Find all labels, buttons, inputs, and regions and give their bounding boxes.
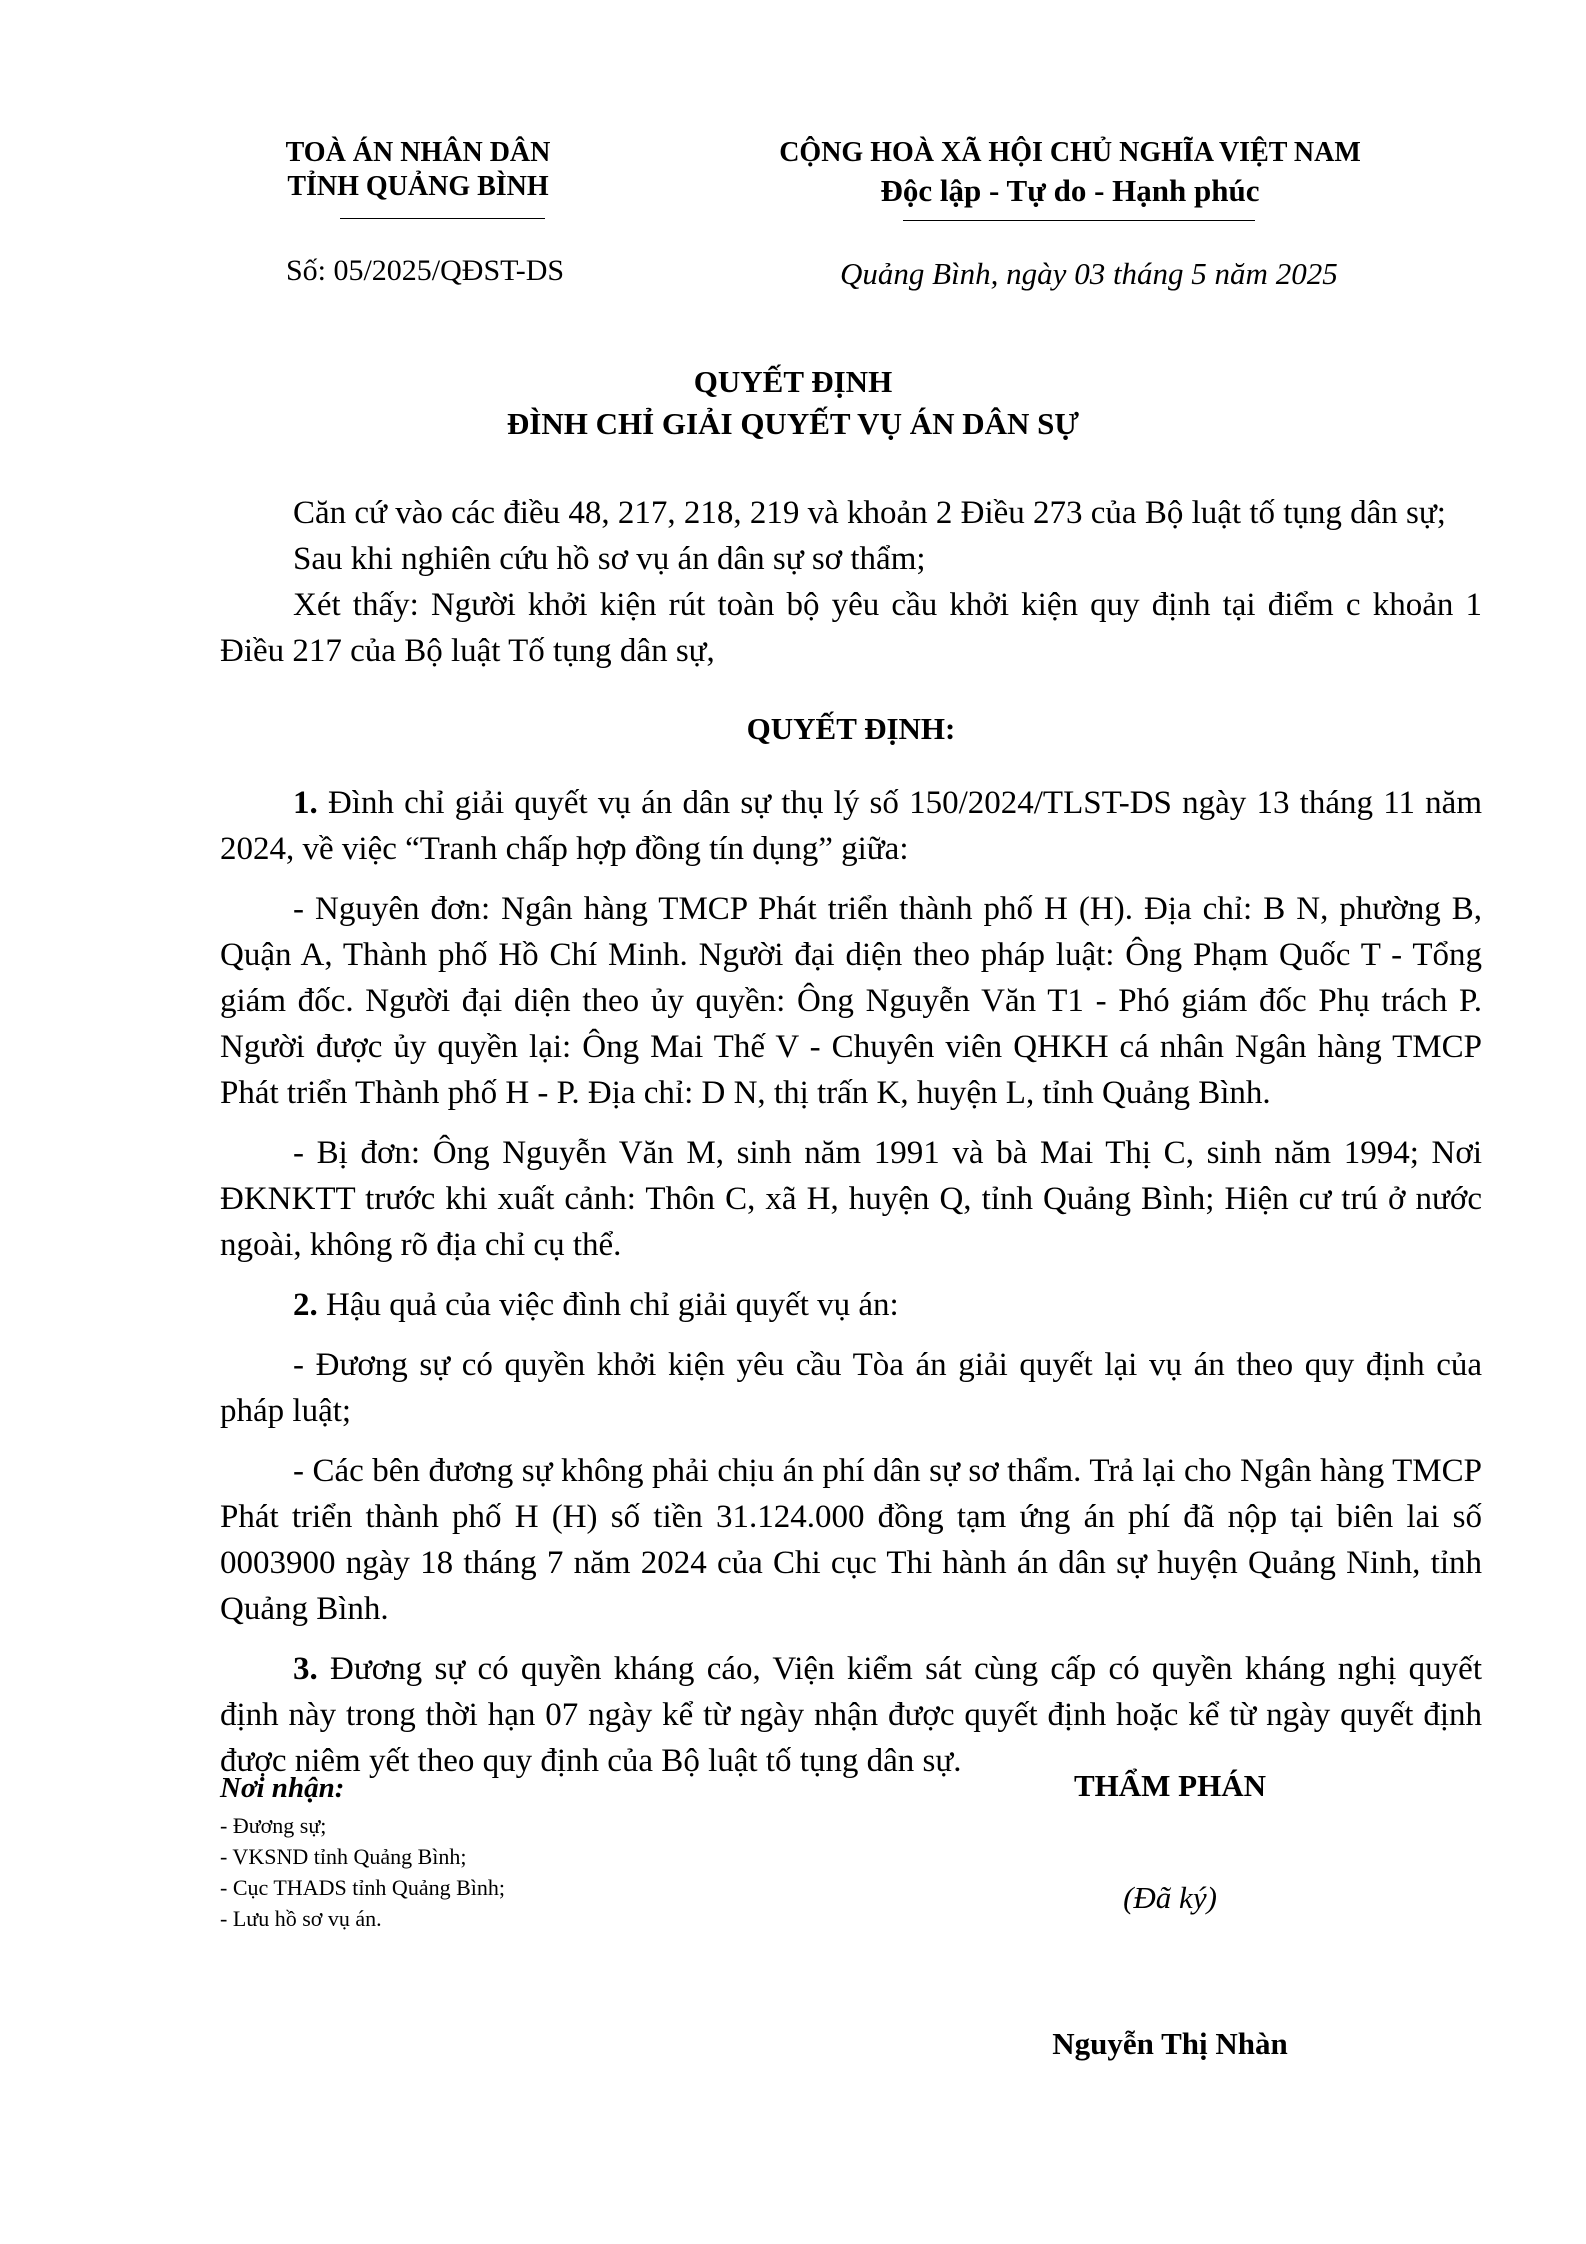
plaintiff-paragraph: - Nguyên đơn: Ngân hàng TMCP Phát triển thành phố H (H). Địa chỉ: B N, phường B, Quận A, Thành phố Hồ Chí Minh. Người đại diện theo pháp luật: Ông Phạm Quốc T - Tổng giám đốc. Người đại diện theo ủy quyền: Ông Nguyễn Văn T1 - Phó giám đốc Phụ trách P. Người được ủy quyền lại: Ông Mai Thế V - Chuyên viên QHKH cá nhân Ngân hàng TMCP Phát triển Thành phố H - P. Địa chỉ: D N, thị trấn K, huyện L, tỉnh Quảng Bình. [220, 891, 1482, 1111]
recipient-item: - Đương sự; [220, 1813, 327, 1838]
preamble-1: Căn cứ vào các điều 48, 217, 218, 219 và khoản 2 Điều 273 của Bộ luật tố tụng dân sự; [293, 495, 1446, 531]
item-2-text: Hậu quả của việc đình chỉ giải quyết vụ án: [317, 1287, 899, 1323]
recipients-title: Nơi nhận: [220, 1772, 345, 1804]
recipient-item: - Lưu hồ sơ vụ án. [220, 1906, 382, 1931]
preamble-2: Sau khi nghiên cứu hồ sơ vụ án dân sự sơ thẩm; [293, 541, 926, 577]
signer-name: Nguyễn Thị Nhàn [1052, 2026, 1288, 2061]
motto-underline [903, 220, 1255, 221]
recipient-item: - Cục THADS tỉnh Quảng Bình; [220, 1875, 505, 1900]
signer-role: THẨM PHÁN [1073, 1768, 1266, 1803]
recipients [220, 1768, 505, 1934]
decision-item-2 [220, 1282, 1482, 1328]
item-3-text: Đương sự có quyền kháng cáo, Viện kiểm sát cùng cấp có quyền kháng nghị quyết định này trong thời hạn 07 ngày kể từ ngày nhận được quyết định hoặc kể từ ngày quyết định được niêm yết theo quy định của Bộ luật tố tụng dân sự. [220, 1651, 1482, 1779]
doc-subtitle: ĐÌNH CHỈ GIẢI QUYẾT VỤ ÁN DÂN SỰ [506, 406, 1080, 441]
defendant-paragraph: - Bị đơn: Ông Nguyễn Văn M, sinh năm 1991 và bà Mai Thị C, sinh năm 1994; Nơi ĐKNKTT trước khi xuất cảnh: Thôn C, xã H, huyện Q, tỉnh Quảng Bình; Hiện cư trú ở nước ngoài, không rõ địa chỉ cụ thể. [220, 1135, 1482, 1263]
item-2-consequence-a: - Đương sự có quyền khởi kiện yêu cầu Tòa án giải quyết lại vụ án theo quy định của pháp luật; [220, 1347, 1482, 1429]
recipient-item: - VKSND tỉnh Quảng Bình; [220, 1844, 467, 1869]
item-2-number: 2. [293, 1287, 318, 1323]
doc-title: QUYẾT ĐỊNH [693, 364, 893, 399]
court-name-line1: TOÀ ÁN NHÂN DÂN [285, 137, 551, 168]
signed-note: (Đã ký) [1123, 1880, 1217, 1915]
item-1-text: Đình chỉ giải quyết vụ án dân sự thụ lý số 150/2024/TLST-DS ngày 13 tháng 11 năm 2024, về việc “Tranh chấp hợp đồng tín dụng” giữa: [220, 785, 1482, 867]
nation-line1: CỘNG HOÀ XÃ HỘI CHỦ NGHĨA VIỆT NAM [779, 137, 1361, 168]
preamble-3: Xét thấy: Người khởi kiện rút toàn bộ yêu cầu khởi kiện quy định tại điểm c khoản 1 Điều 217 của Bộ luật Tố tụng dân sự, [220, 587, 1482, 669]
decision-item-3 [220, 1646, 1482, 1784]
motto: Độc lập - Tự do - Hạnh phúc [880, 173, 1260, 208]
decision-number: Số: 05/2025/QĐST-DS [285, 254, 565, 287]
court-underline [340, 218, 545, 219]
item-1-number: 1. [293, 785, 318, 821]
decision-heading: QUYẾT ĐỊNH: [746, 711, 956, 746]
document-body [220, 490, 1482, 1784]
court-name-line2: TỈNH QUẢNG BÌNH [287, 171, 549, 202]
item-3-number: 3. [293, 1651, 318, 1687]
item-2-consequence-b: - Các bên đương sự không phải chịu án phí dân sự sơ thẩm. Trả lại cho Ngân hàng TMCP Phát triển thành phố H (H) số tiền 31.124.000 đồng tạm ứng án phí đã nộp tại biên lai số 0003900 ngày 18 tháng 7 năm 2024 của Chi cục Thi hành án dân sự huyện Quảng Ninh, tỉnh Quảng Bình. [220, 1453, 1482, 1627]
court-name [268, 136, 568, 204]
place-date: Quảng Bình, ngày 03 tháng 5 năm 2025 [840, 256, 1338, 291]
decision-item-1 [220, 780, 1482, 872]
